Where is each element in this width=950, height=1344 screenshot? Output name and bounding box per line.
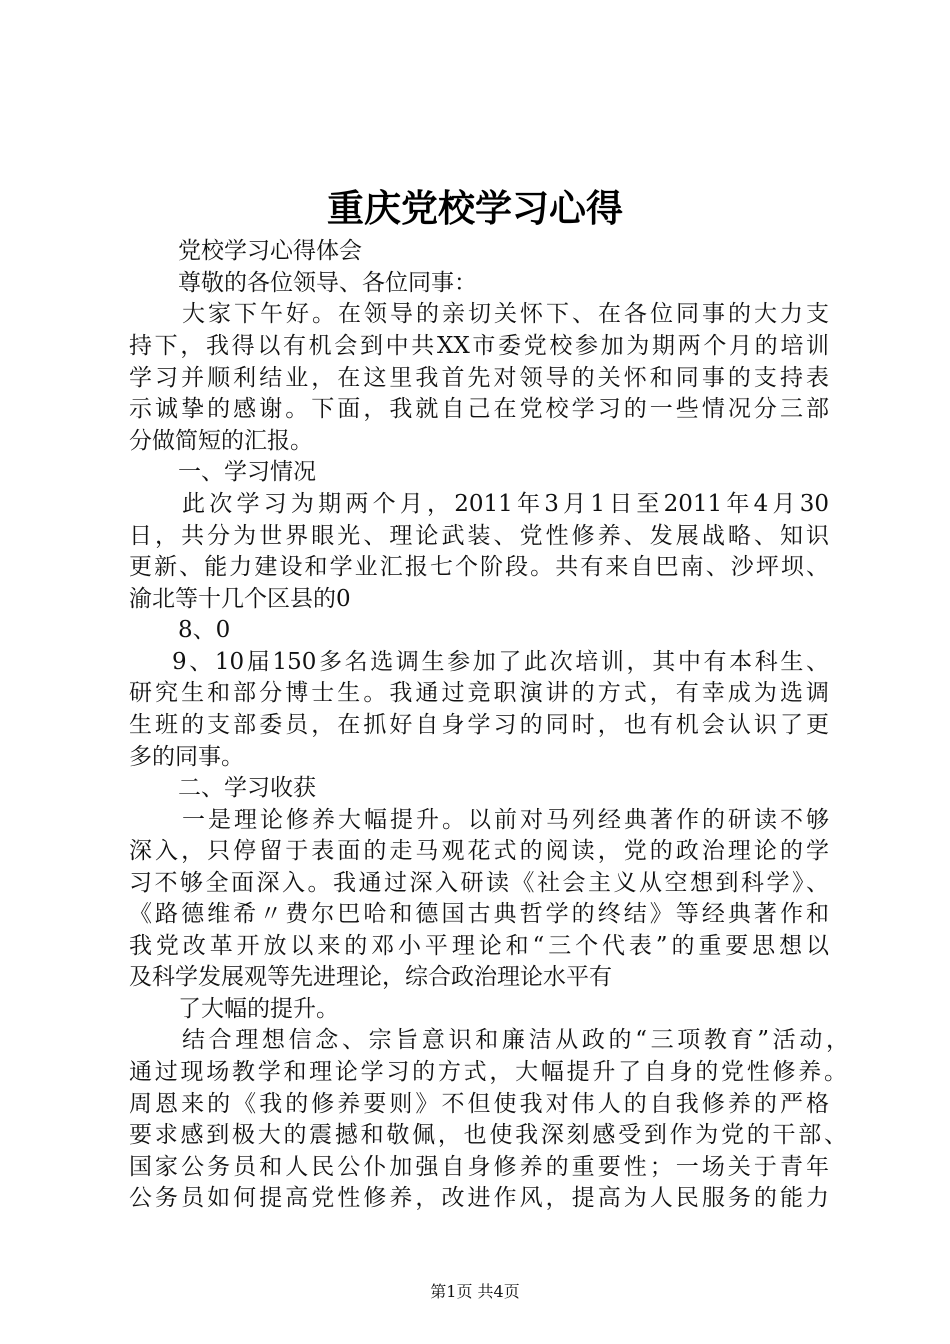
text-line: 《路德维希〃费尔巴哈和德国古典哲学的终结》等经典著作和 [129, 901, 829, 927]
text-line: 8、0 [178, 617, 231, 643]
text-line: 公务员如何提高党性修养，改进作风，提高为人民服务的能力 [129, 1185, 829, 1211]
text-line: 多的同事。 [129, 744, 244, 770]
text-line: 国家公务员和人民公仆加强自身修养的重要性；一场关于青年 [129, 1154, 829, 1180]
text-line: 9、10届150多名选调生参加了此次培训，其中有本科生、 [172, 649, 829, 675]
text-line: 分做简短的汇报。 [129, 428, 313, 454]
text-line: 了大幅的提升。 [178, 996, 339, 1022]
text-line: 党校学习心得体会 [178, 238, 362, 264]
text-line: 生班的支部委员，在抓好自身学习的同时，也有机会认识了更 [129, 712, 829, 738]
text-line: 更新、能力建设和学业汇报七个阶段。共有来自巴南、沙坪坝、 [129, 554, 829, 580]
text-line: 深入，只停留于表面的走马观花式的阅读，党的政治理论的学 [129, 838, 829, 864]
section-heading: 一、学习情况 [178, 459, 316, 485]
text-line: 一是理论修养大幅提升。以前对马列经典著作的研读不够 [182, 807, 829, 833]
text-line: 习不够全面深入。我通过深入研读《社会主义从空想到科学》、 [129, 870, 829, 896]
text-line: 日，共分为世界眼光、理论武装、党性修养、发展战略、知识 [129, 523, 829, 549]
text-line: 尊敬的各位领导、各位同事： [178, 270, 477, 296]
section-heading: 二、学习收获 [178, 775, 316, 801]
text-line: 此次学习为期两个月，2011年3月1日至2011年4月30 [182, 491, 829, 517]
text-line: 我党改革开放以来的邓小平理论和“三个代表”的重要思想以 [129, 933, 829, 959]
text-line: 大家下午好。在领导的亲切关怀下、在各位同事的大力支 [182, 301, 829, 327]
text-line: 研究生和部分博士生。我通过竞职演讲的方式，有幸成为选调 [129, 680, 829, 706]
text-line: 持下，我得以有机会到中共XX市委党校参加为期两个月的培训 [129, 333, 829, 359]
text-line: 结合理想信念、宗旨意识和廉洁从政的“三项教育”活动， [182, 1027, 849, 1053]
text-line: 要求感到极大的震撼和敬佩，也使我深刻感受到作为党的干部、 [129, 1122, 847, 1148]
page-footer: 第1页 共4页 [430, 1282, 520, 1301]
text-line: 通过现场教学和理论学习的方式，大幅提升了自身的党性修养。 [129, 1059, 847, 1085]
text-line: 及科学发展观等先进理论，综合政治理论水平有 [129, 964, 612, 990]
text-line: 周恩来的《我的修养要则》不但使我对伟人的自我修养的严格 [129, 1091, 829, 1117]
text-line: 示诚挚的感谢。下面，我就自己在党校学习的一些情况分三部 [129, 396, 829, 422]
text-line: 学习并顺利结业，在这里我首先对领导的关怀和同事的支持表 [129, 365, 829, 391]
text-line: 渝北等十几个区县的0 [129, 586, 351, 612]
document-title: 重庆党校学习心得 [327, 186, 623, 230]
